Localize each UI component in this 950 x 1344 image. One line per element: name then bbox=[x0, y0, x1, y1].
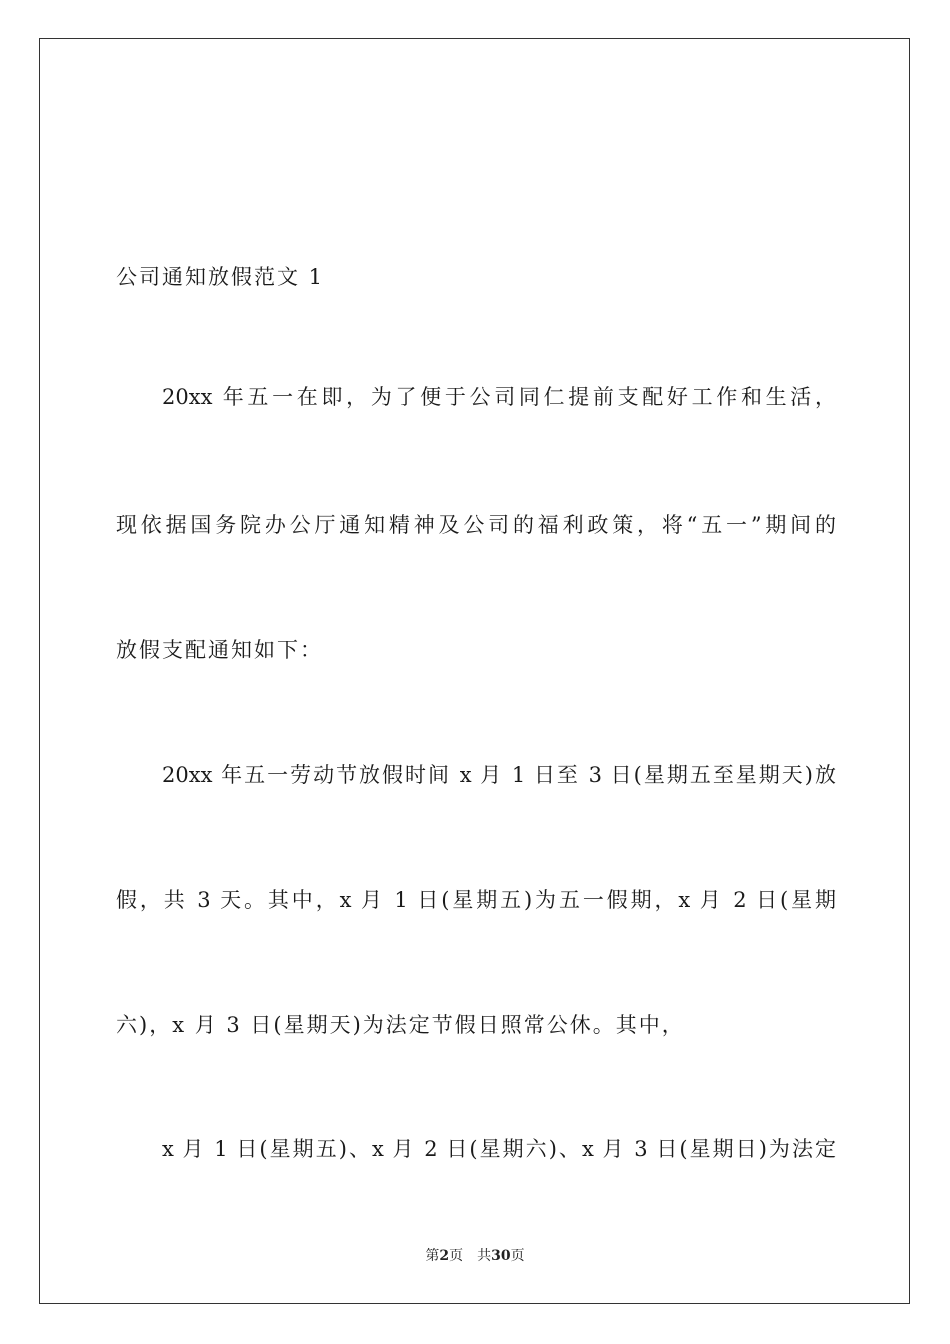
total-prefix: 共 bbox=[477, 1248, 492, 1264]
paragraph-line-2: 现依据国务院办公厅通知精神及公司的福利政策，将“五一”期间的 bbox=[116, 513, 836, 537]
page-suffix: 页 bbox=[449, 1248, 464, 1264]
page-border bbox=[39, 38, 910, 1304]
paragraph-line-7: x 月 1 日(星期五)、x 月 2 日(星期六)、x 月 3 日(星期日)为法定 bbox=[162, 1137, 836, 1161]
total-suffix: 页 bbox=[510, 1248, 525, 1264]
document-heading: 公司通知放假范文 1 bbox=[116, 265, 325, 289]
paragraph-line-1: 20xx 年五一在即，为了便于公司同仁提前支配好工作和生活， bbox=[162, 385, 836, 409]
page-total: 30 bbox=[491, 1248, 511, 1264]
page-footer bbox=[0, 1247, 950, 1265]
paragraph-line-3: 放假支配通知如下： bbox=[116, 638, 323, 662]
page-current: 2 bbox=[439, 1248, 450, 1264]
paragraph-line-4: 20xx 年五一劳动节放假时间 x 月 1 日至 3 日(星期五至星期天)放 bbox=[162, 763, 836, 787]
page-prefix: 第 bbox=[425, 1248, 440, 1264]
paragraph-line-5: 假，共 3 天。其中，x 月 1 日(星期五)为五一假期，x 月 2 日(星期 bbox=[116, 888, 836, 912]
paragraph-line-6: 六)，x 月 3 日(星期天)为法定节假日照常公休。其中， bbox=[116, 1013, 685, 1037]
